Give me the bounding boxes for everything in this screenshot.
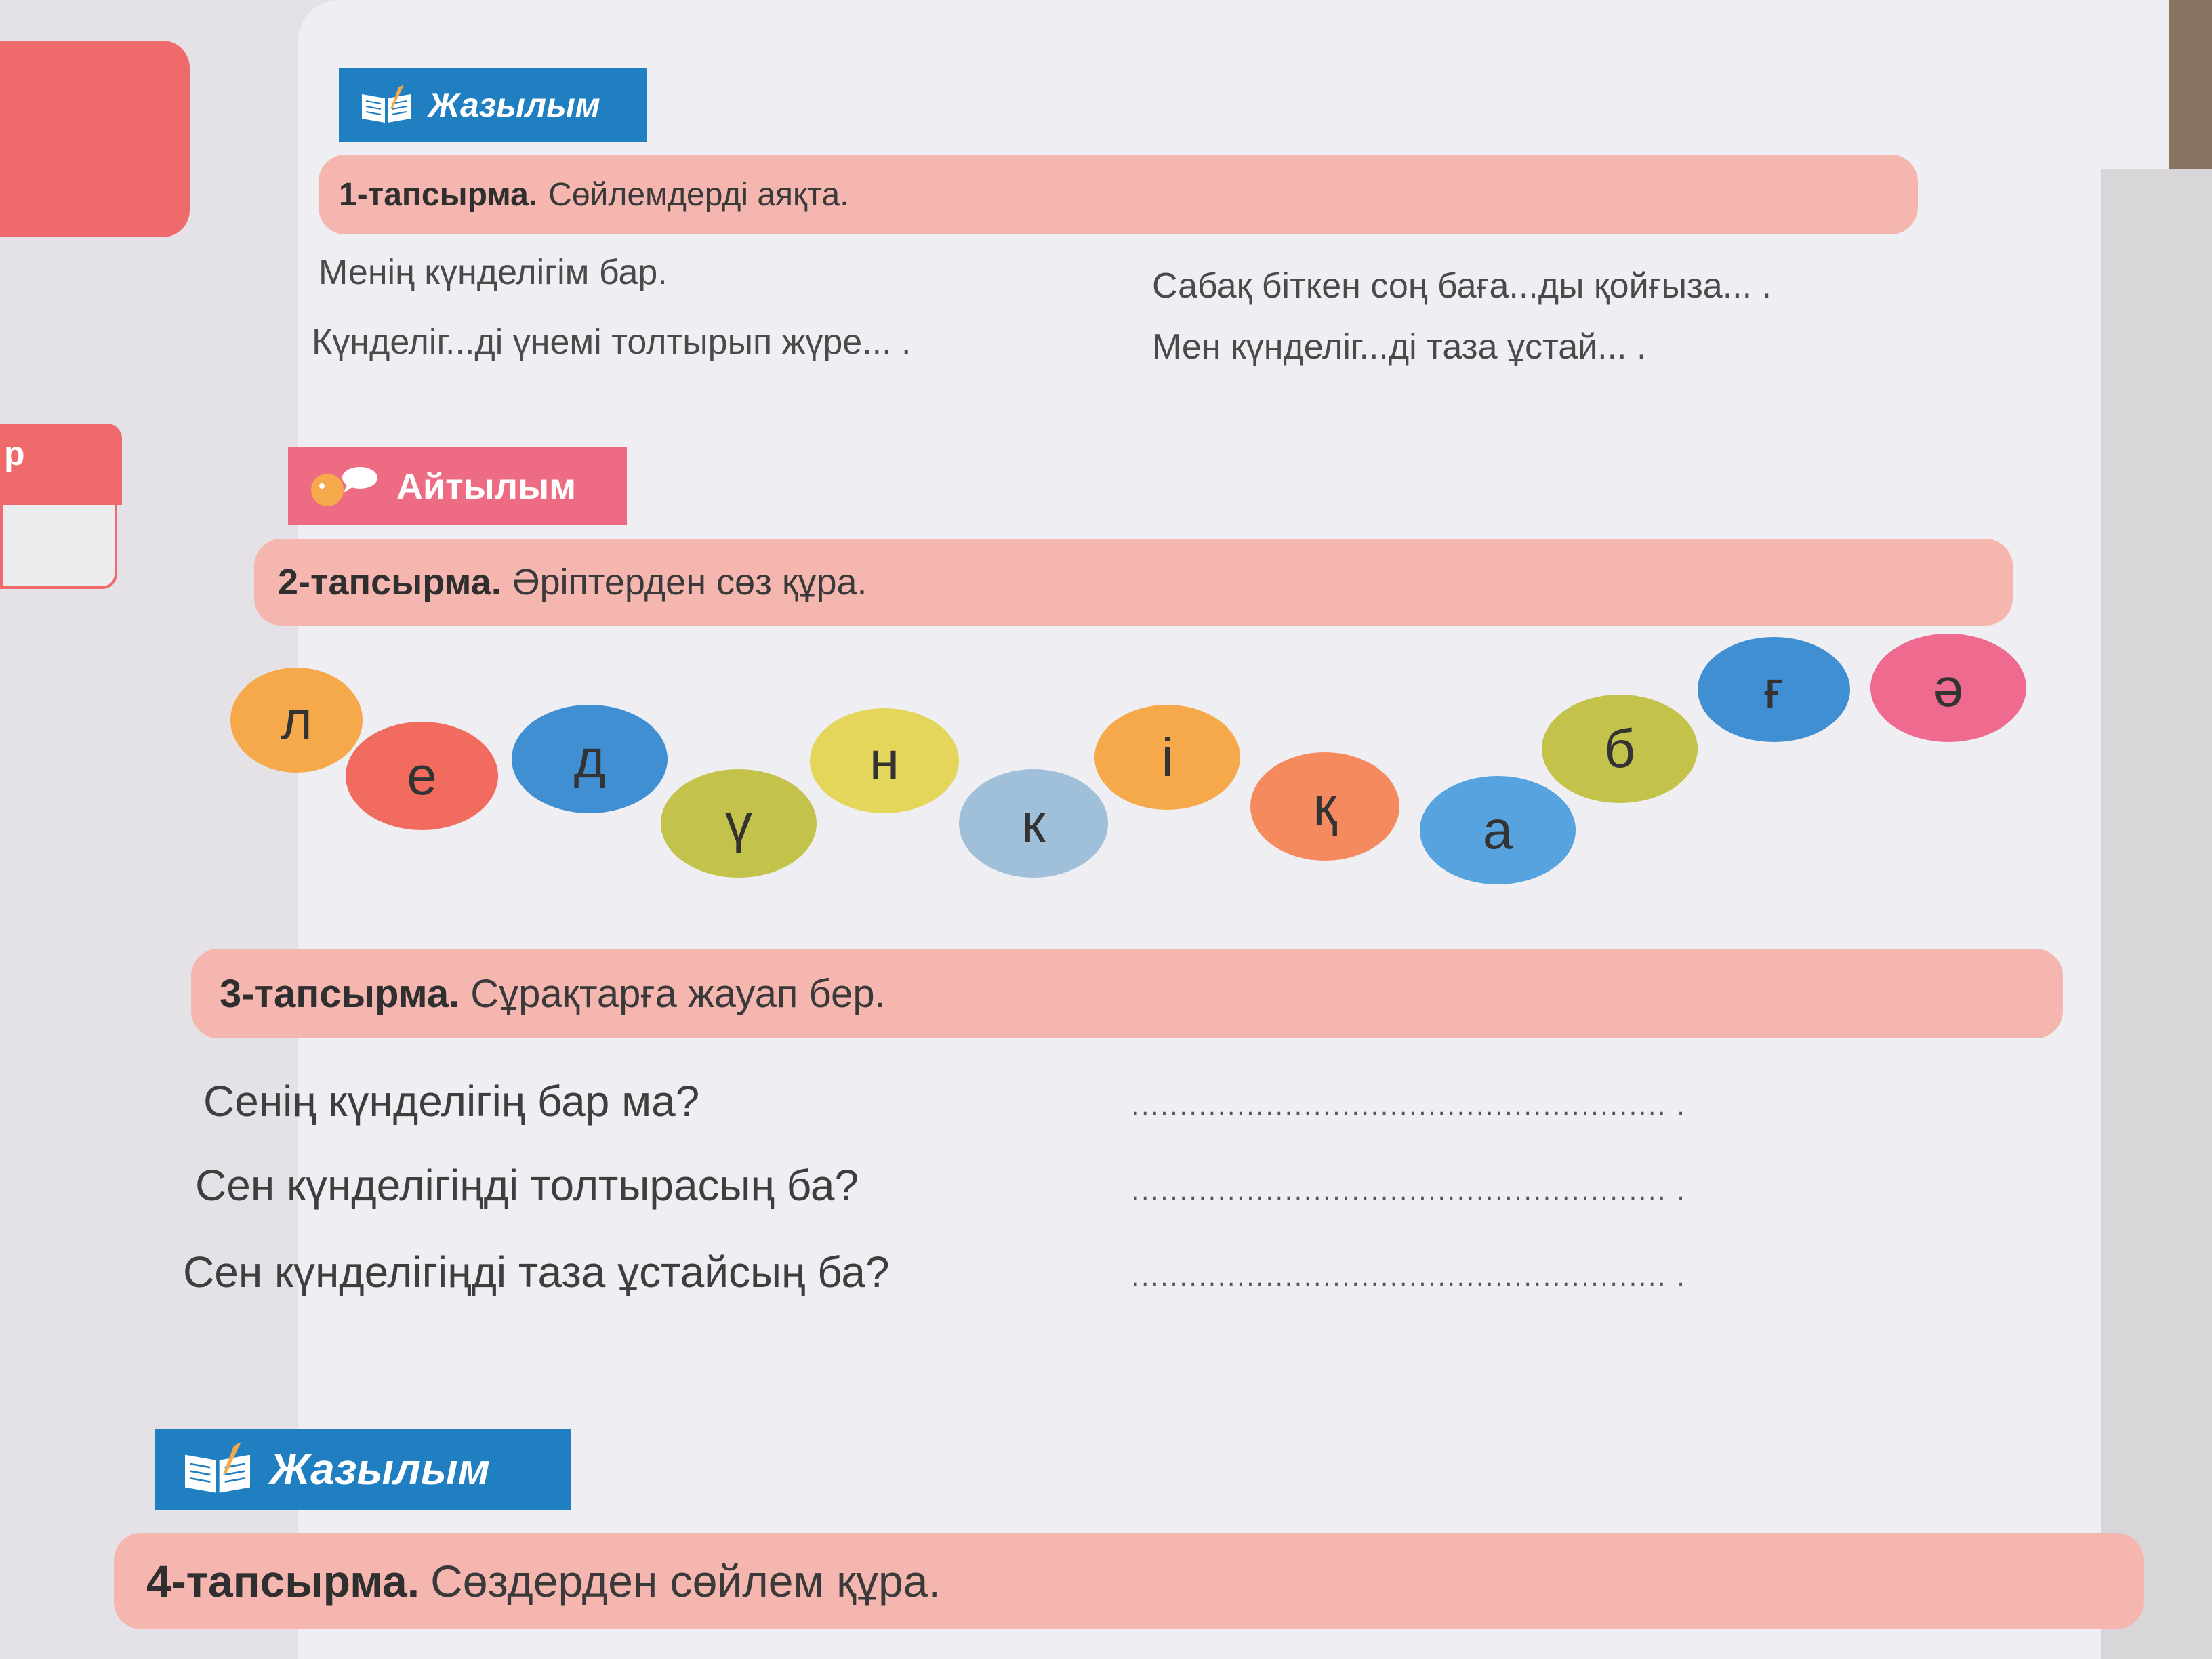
letter-bubble	[1420, 776, 1576, 884]
task-1-sentence: Мен күнделіг...ді таза ұстай... .	[1152, 327, 1647, 367]
task-3-bar	[191, 949, 2063, 1038]
letter-bubble	[1870, 634, 2026, 742]
section-label-writing-2	[155, 1429, 571, 1510]
letter-char: ғ	[1763, 659, 1784, 720]
letter-char: а	[1482, 800, 1513, 860]
letter-char: б	[1604, 718, 1635, 779]
letter-char: і	[1161, 726, 1174, 787]
section-title: Жазылым	[270, 1445, 490, 1494]
left-page-tab-box	[0, 505, 117, 589]
letter-char: ү	[725, 793, 752, 853]
left-page-red-block	[0, 41, 190, 237]
task-instruction: Сөйлемдерді аяқта.	[548, 176, 849, 213]
letter-char: к	[1021, 793, 1046, 853]
task-instruction: Сөздерден сөйлем құра.	[430, 1556, 941, 1606]
task-3-question: Сен күнделігіңді толтырасың ба?	[195, 1161, 859, 1210]
answer-line[interactable]: ........................................................ .	[1132, 1091, 1687, 1121]
letter-bubble	[1542, 695, 1698, 803]
letter-char: д	[573, 729, 606, 789]
task-number: 2-тапсырма.	[278, 562, 501, 602]
letter-bubble	[810, 708, 959, 813]
task-1-sentence: Менің күнделігім бар.	[319, 253, 668, 292]
speech-bubble-icon	[307, 463, 382, 510]
task-4-bar	[114, 1533, 2144, 1629]
left-page-tab-letter: р	[4, 434, 25, 472]
section-label-writing-1	[339, 68, 647, 142]
task-2-bar	[254, 539, 2013, 626]
section-title: Жазылым	[428, 86, 600, 124]
task-3-question: Сенің күнделігің бар ма?	[203, 1077, 700, 1126]
letter-bubble	[661, 769, 817, 878]
book-pen-icon	[359, 85, 413, 125]
letter-bubble	[1094, 705, 1240, 810]
section-title: Айтылым	[396, 466, 577, 507]
letter-char: н	[869, 730, 900, 791]
workbook-page	[298, 0, 2169, 1659]
task-number: 3-тапсырма.	[220, 971, 460, 1016]
letter-char: қ	[1313, 776, 1337, 836]
letter-bubble	[1250, 752, 1399, 861]
letter-bubble	[512, 705, 668, 813]
letter-char: ә	[1933, 657, 1964, 718]
letter-char: е	[407, 745, 437, 806]
letter-bubble	[1698, 637, 1850, 742]
letter-char: л	[281, 689, 312, 750]
answer-line[interactable]: ........................................................ .	[1132, 1262, 1687, 1292]
task-instruction: Әріптерден сөз құра.	[512, 562, 867, 602]
letter-bubble	[959, 769, 1108, 878]
task-3-question: Сен күнделігіңді таза ұстайсың ба?	[183, 1248, 890, 1296]
task-1-bar	[319, 155, 1918, 234]
page-stack-edge	[2101, 169, 2212, 1659]
task-1-sentence: Сабақ біткен соң баға...ды қойғыза... .	[1152, 266, 1771, 306]
task-number: 4-тапсырма.	[146, 1556, 420, 1606]
letter-bubble	[230, 668, 363, 773]
section-label-speaking	[288, 447, 627, 525]
task-1-sentence: Күнделіг...ді үнемі толтырып жүре... .	[312, 323, 912, 362]
task-number: 1-тапсырма.	[339, 176, 538, 213]
answer-line[interactable]: ........................................................ .	[1132, 1176, 1687, 1206]
task-instruction: Сұрақтарға жауап бер.	[470, 971, 886, 1016]
book-pen-icon	[180, 1442, 255, 1496]
letter-bubble	[346, 722, 498, 830]
